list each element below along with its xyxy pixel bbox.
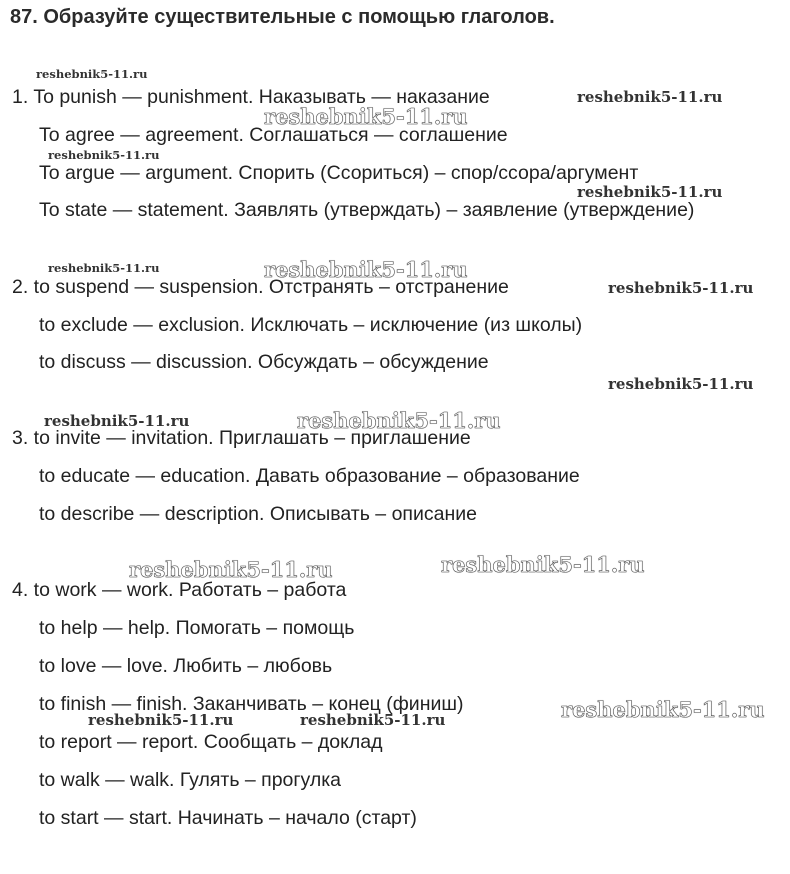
list-item: To agree — agreement. Соглашаться — соглашение (39, 124, 508, 146)
list-item: 2. to suspend — suspension. Отстранять – отстранение (12, 276, 509, 298)
list-item: 4. to work — work. Работать – работа (12, 579, 347, 601)
list-item: to report — report. Сообщать – доклад (39, 731, 383, 753)
watermark: reshebnik5-11.ru (48, 261, 160, 275)
list-item: to discuss — discussion. Обсуждать – обсуждение (39, 351, 489, 373)
watermark: reshebnik5-11.ru (88, 711, 234, 729)
list-item: to help — help. Помогать – помощь (39, 617, 355, 639)
watermark: reshebnik5-11.ru (264, 257, 468, 282)
watermark: reshebnik5-11.ru (441, 552, 645, 577)
list-item: To argue — argument. Спорить (Ссориться) – спор/ссора/аргумент (39, 162, 639, 184)
watermark: reshebnik5-11.ru (577, 88, 723, 106)
list-item: to love — love. Любить – любовь (39, 655, 333, 677)
watermark: reshebnik5-11.ru (297, 408, 501, 433)
watermark: reshebnik5-11.ru (129, 557, 333, 582)
list-item: To state — statement. Заявлять (утверждать) – заявление (утверждение) (39, 199, 695, 221)
watermark: reshebnik5-11.ru (44, 412, 190, 430)
watermark: reshebnik5-11.ru (577, 183, 723, 201)
list-item: to walk — walk. Гулять – прогулка (39, 769, 342, 791)
watermark: reshebnik5-11.ru (48, 148, 160, 162)
list-item: 1. To punish — punishment. Наказывать — наказание (12, 86, 490, 108)
list-item: to exclude — exclusion. Исключать – исключение (из школы) (39, 314, 583, 336)
watermark: reshebnik5-11.ru (300, 711, 446, 729)
list-item: to finish — finish. Заканчивать – конец (финиш) (39, 693, 464, 715)
watermark: reshebnik5-11.ru (36, 67, 148, 81)
list-item: to describe — description. Описывать – описание (39, 503, 477, 525)
watermark: reshebnik5-11.ru (561, 697, 765, 722)
watermark: reshebnik5-11.ru (264, 104, 468, 129)
list-item: to start — start. Начинать – начало (старт) (39, 807, 417, 829)
watermark: reshebnik5-11.ru (608, 375, 754, 393)
exercise-heading: 87. Образуйте существительные с помощью глаголов. (10, 6, 555, 28)
list-item: to educate — education. Давать образование – образование (39, 465, 580, 487)
watermark: reshebnik5-11.ru (608, 279, 754, 297)
list-item: 3. to invite — invitation. Приглашать – приглашение (12, 427, 471, 449)
